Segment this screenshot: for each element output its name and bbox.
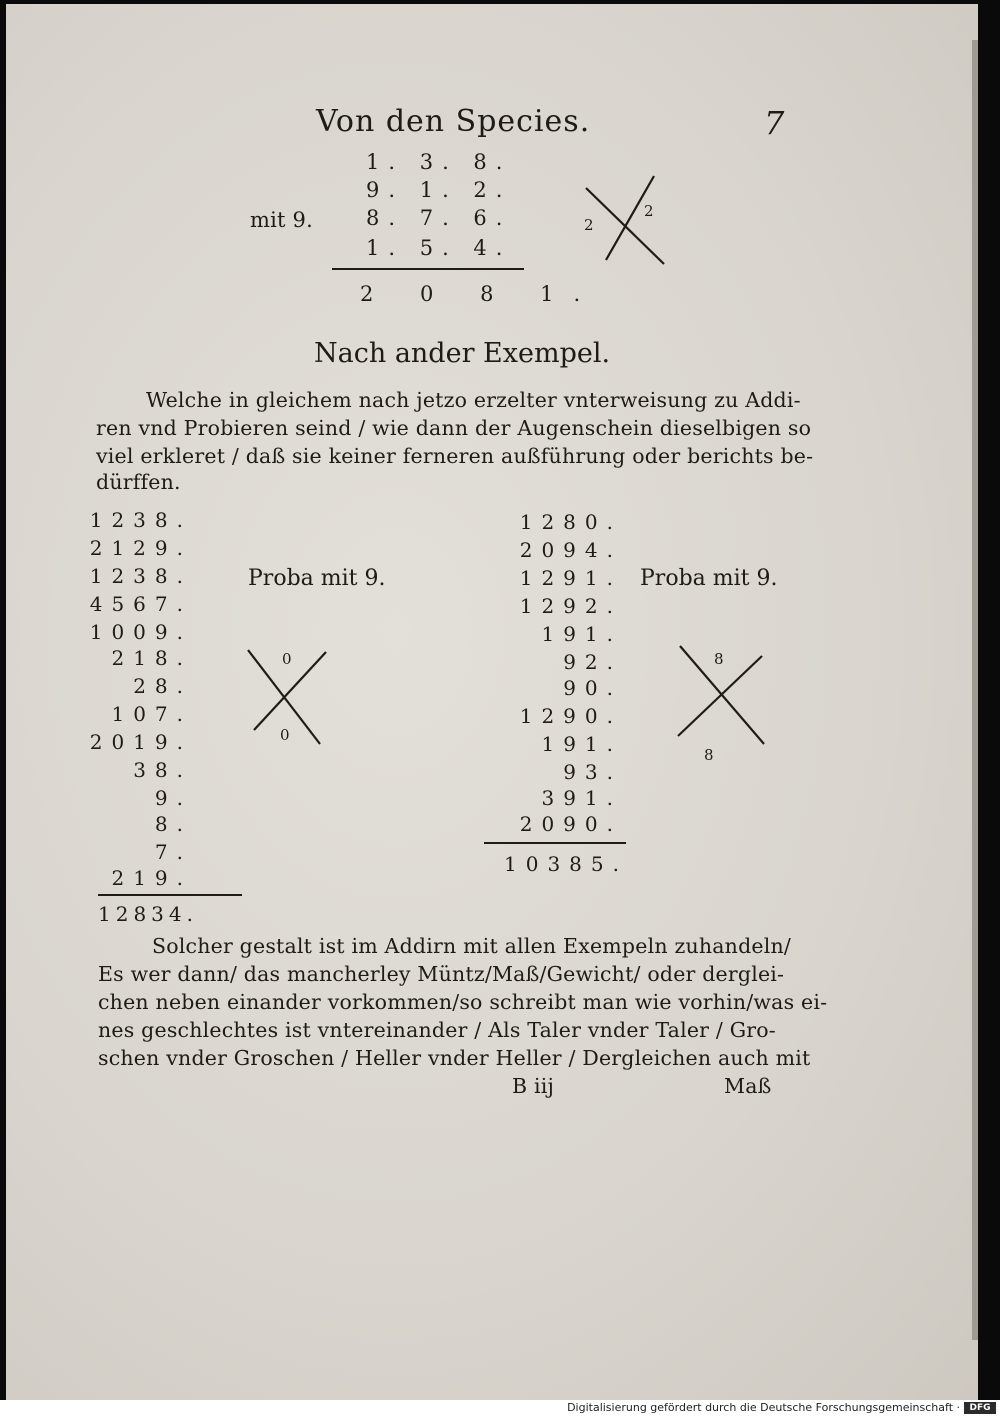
proba-bottom: 0: [280, 726, 290, 744]
example1-label: mit 9.: [250, 208, 313, 232]
example3-row: 191.: [541, 732, 622, 756]
proba-top: 0: [282, 650, 292, 668]
sum-rule: [484, 842, 626, 844]
example1-sum: 2 0 8 1.: [360, 282, 601, 306]
proba-top: 8: [714, 650, 724, 668]
example2-row: 38.: [133, 758, 192, 782]
proba-left: 2: [584, 216, 594, 234]
footer-credit: Digitalisierung gefördert durch die Deutsche Forschungsgemeinschaft ·: [567, 1401, 960, 1414]
example2-sum: 12834.: [98, 902, 198, 926]
example2-row: 8.: [154, 812, 192, 836]
example3-row: 1291.: [519, 566, 622, 590]
page-number: 7: [764, 104, 785, 142]
example3-row: 93.: [563, 760, 622, 784]
page-edge: [972, 40, 978, 1340]
example2-row: 7.: [154, 840, 192, 864]
example2-row: 1238.: [89, 564, 192, 588]
example2-row: 4567.: [89, 592, 192, 616]
proba-bottom: 8: [704, 746, 714, 764]
proba-cross-3: [670, 636, 770, 768]
intro-line: dürffen.: [96, 470, 181, 494]
proba-right: 2: [644, 202, 654, 220]
example3-row: 1280.: [519, 510, 622, 534]
running-head: Von den Species.: [316, 104, 591, 139]
intro-line: ren vnd Probieren seind / wie dann der Augenschein dieselbigen so: [96, 416, 812, 440]
example1-row: 8. 7. 6.: [366, 206, 512, 230]
signature-mark: B iij: [512, 1074, 555, 1098]
closing-line: Solcher gestalt ist im Addirn mit allen Exempeln zuhandeln/: [152, 934, 792, 958]
example2-row: 9.: [154, 786, 192, 810]
example2-row: 218.: [111, 646, 192, 670]
example3-row: 1290.: [519, 704, 622, 728]
example2-row: 219.: [111, 866, 192, 890]
example2-row: 1009.: [89, 620, 192, 644]
example1-row: 1. 5. 4.: [366, 236, 512, 260]
closing-line: Es wer dann/ das mancherley Müntz/Maß/Gewicht/ oder derglei-: [98, 962, 785, 986]
example2-row: 2129.: [89, 536, 192, 560]
example3-row: 191.: [541, 622, 622, 646]
proba-label-2: Proba mit 9.: [248, 566, 386, 591]
proba-cross-2: [240, 640, 330, 750]
example2-row: 2019.: [89, 730, 192, 754]
example3-row: 2094.: [519, 538, 622, 562]
closing-line: nes geschlechtes ist vntereinander / Als Taler vnder Taler / Gro-: [98, 1018, 776, 1042]
example2-row: 28.: [133, 674, 192, 698]
example1-row: 9. 1. 2.: [366, 178, 512, 202]
closing-line: schen vnder Groschen / Heller vnder Heller / Dergleichen auch mit: [98, 1046, 811, 1070]
example2-row: 107.: [111, 702, 192, 726]
example3-row: 2090.: [519, 812, 622, 836]
example3-row: 391.: [541, 786, 622, 810]
example3-row: 1292.: [519, 594, 622, 618]
sum-rule: [332, 268, 524, 270]
catchword: Maß: [724, 1074, 772, 1098]
proba-label-3: Proba mit 9.: [640, 566, 778, 591]
intro-line: Welche in gleichem nach jetzo erzelter vnterweisung zu Addi-: [146, 388, 801, 412]
cross-stroke: [678, 656, 762, 736]
section-title: Nach ander Exempel.: [314, 338, 611, 369]
example1-row: 1. 3. 8.: [366, 150, 512, 174]
intro-line: viel erkleret / daß sie keiner ferneren außführung oder berichts be-: [96, 444, 814, 468]
example3-row: 90.: [563, 676, 622, 700]
proba-cross-1: [580, 172, 670, 272]
example3-row: 92.: [563, 650, 622, 674]
example2-row: 1238.: [89, 508, 192, 532]
closing-line: chen neben einander vorkommen/so schreibt man wie vorhin/was ei-: [98, 990, 828, 1014]
sum-rule: [98, 894, 242, 896]
dfg-logo: DFG: [964, 1402, 996, 1414]
example3-sum: 10385.: [504, 852, 628, 876]
